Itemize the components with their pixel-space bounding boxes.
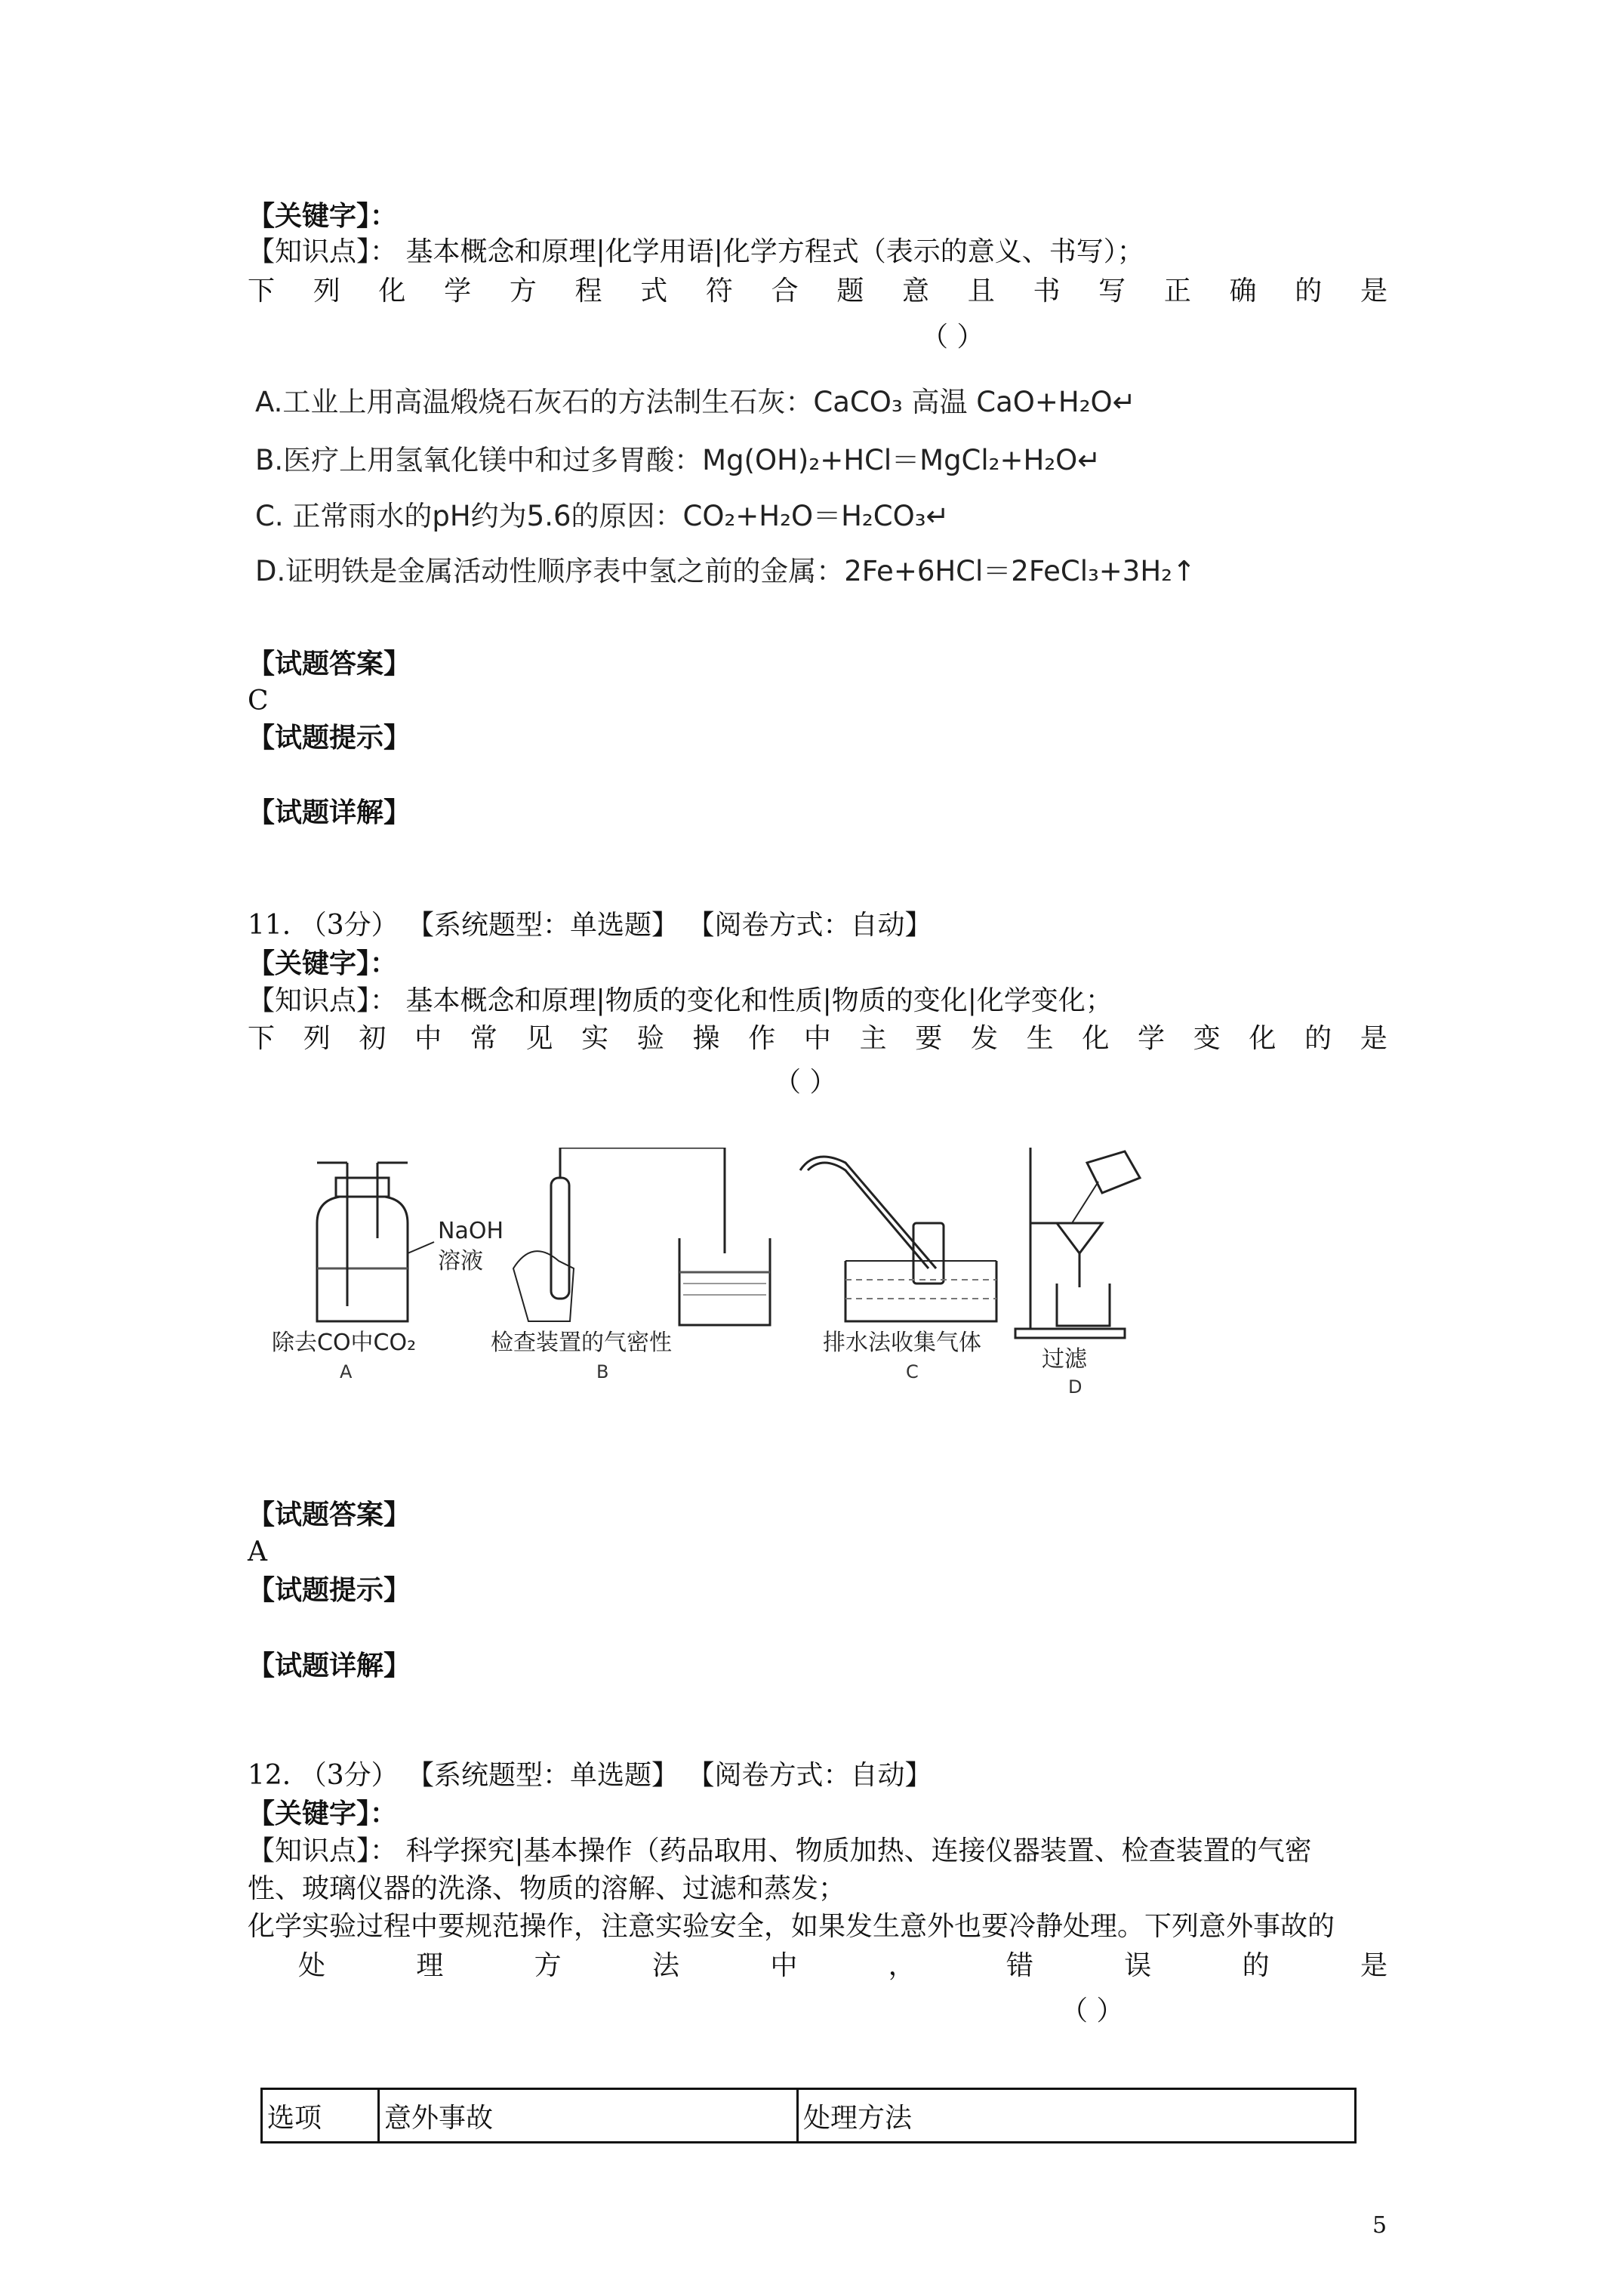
q11-answer-paren: （ ） xyxy=(774,1067,837,1098)
stem-char: 验 xyxy=(636,1023,664,1054)
q10-detail-label: 【试题详解】 xyxy=(248,797,411,828)
q12-keyword: 【关键字】： xyxy=(248,1798,398,1829)
q10-answer: C xyxy=(248,686,269,717)
stem-char: 正 xyxy=(1163,276,1191,307)
q10-answer-label: 【试题答案】 xyxy=(248,648,411,680)
letter-d: D xyxy=(1068,1376,1083,1398)
stem-char: 操 xyxy=(692,1023,720,1054)
q12-stem-line1: 化学实验过程中要规范操作，注意实验安全，如果发生意外也要冷静处理。下列意外事故的 xyxy=(248,1911,1335,1942)
caption-c: 排水法收集气体 xyxy=(823,1330,981,1356)
stem-char: 符 xyxy=(705,276,733,307)
q10-hint-label: 【试题提示】 xyxy=(248,722,411,754)
table-header-option: 选项 xyxy=(262,2089,379,2143)
table-row xyxy=(262,2089,1356,2143)
stem-char: 方 xyxy=(509,276,537,307)
stem-char: 主 xyxy=(859,1023,887,1054)
q10-stem xyxy=(248,273,1387,310)
stem-char: 中 xyxy=(803,1023,831,1054)
q10-option-a: A.工业上用高温煅烧石灰石的方法制生石灰：CaCO₃ 高温 CaO+H₂O↵ xyxy=(255,386,1136,418)
q11-answer-label: 【试题答案】 xyxy=(248,1499,411,1530)
q10-knowledge: 【知识点】： 基本概念和原理|化学用语|化学方程式（表示的意义、书写）； xyxy=(248,236,1144,267)
stem-char: 中 xyxy=(414,1023,442,1054)
q12-options-table xyxy=(260,2088,1357,2143)
table-header-accident: 意外事故 xyxy=(379,2089,798,2143)
stem-char: 错 xyxy=(1006,1950,1033,1981)
stem-char: 题 xyxy=(836,276,864,307)
stem-char: 写 xyxy=(1098,276,1126,307)
q11-apparatus-figure xyxy=(272,1148,1163,1404)
caption-a: 除去CO中CO₂ xyxy=(272,1330,417,1356)
stem-char: 要 xyxy=(915,1023,943,1054)
water-displacement-icon xyxy=(800,1157,996,1321)
stem-char: 化 xyxy=(378,276,406,307)
stem-char: 中 xyxy=(770,1950,798,1981)
naoh-label: NaOH xyxy=(438,1218,504,1244)
stem-char: 作 xyxy=(748,1023,776,1054)
q11-detail-label: 【试题详解】 xyxy=(248,1650,411,1681)
q12-answer-paren: （ ） xyxy=(1061,1996,1124,2026)
q10-keyword: 【关键字】： xyxy=(248,200,398,232)
stem-char: 是 xyxy=(1360,1023,1387,1054)
stem-char: 下 xyxy=(248,1023,276,1054)
stem-char: 式 xyxy=(640,276,668,307)
q10-option-b: B.医疗上用氢氧化镁中和过多胃酸：Mg(OH)₂+HCl＝MgCl₂+H₂O↵ xyxy=(255,444,1101,476)
stem-char: 发 xyxy=(970,1023,998,1054)
stem-char: 实 xyxy=(581,1023,609,1054)
stem-char: 初 xyxy=(359,1023,387,1054)
stem-char: 的 xyxy=(1242,1950,1270,1981)
stem-char: 是 xyxy=(1360,276,1387,307)
q11-keyword: 【关键字】： xyxy=(248,948,398,979)
stem-char: 变 xyxy=(1193,1023,1221,1054)
stem-char: 列 xyxy=(313,276,340,307)
stem-char: 误 xyxy=(1124,1950,1152,1981)
page-number: 5 xyxy=(1372,2212,1387,2239)
letter-b: B xyxy=(596,1361,609,1382)
stem-char: 处 xyxy=(298,1950,326,1981)
stem-char: 且 xyxy=(967,276,995,307)
q12-header: 12. （3分） 【系统题型：单选题】 【阅卷方式：自动】 xyxy=(248,1760,932,1791)
stem-char: 的 xyxy=(1304,1023,1332,1054)
q12-knowledge-line2: 性、玻璃仪器的洗涤、物质的溶解、过滤和蒸发； xyxy=(248,1873,846,1904)
filtration-icon xyxy=(1015,1148,1140,1338)
q10-option-d: D.证明铁是金属活动性顺序表中氢之前的金属：2Fe+6HCl＝2FeCl₃+3H₂↑ xyxy=(255,555,1196,587)
table-header-treatment: 处理方法 xyxy=(798,2089,1356,2143)
stem-char: 生 xyxy=(1026,1023,1054,1054)
stem-char: 下 xyxy=(248,276,276,307)
q12-stem-line2 xyxy=(298,1948,1387,1984)
stem-char: 常 xyxy=(470,1023,497,1054)
solution-label: 溶液 xyxy=(438,1248,483,1274)
q10-answer-paren: （ ） xyxy=(921,322,984,353)
q11-stem xyxy=(248,1021,1387,1057)
stem-char: 是 xyxy=(1360,1950,1387,1981)
stem-char: 程 xyxy=(574,276,602,307)
stem-char: 理 xyxy=(416,1950,444,1981)
stem-char: 学 xyxy=(444,276,472,307)
stem-char: 列 xyxy=(303,1023,331,1054)
gas-washing-bottle-icon xyxy=(317,1163,434,1321)
q10-option-c: C. 正常雨水的pH约为5.6的原因：CO₂+H₂O＝H₂CO₃↵ xyxy=(255,500,950,532)
stem-char: 合 xyxy=(771,276,799,307)
letter-a: A xyxy=(340,1361,353,1382)
stem-char: 方 xyxy=(534,1950,562,1981)
stem-char: 化 xyxy=(1082,1023,1110,1054)
stem-char: 书 xyxy=(1033,276,1061,307)
letter-c: C xyxy=(906,1361,919,1382)
q11-answer: A xyxy=(248,1536,267,1567)
q11-hint-label: 【试题提示】 xyxy=(248,1574,411,1606)
stem-char: ， xyxy=(888,1950,916,1981)
stem-char: 见 xyxy=(525,1023,553,1054)
caption-d: 过滤 xyxy=(1042,1346,1087,1373)
stem-char: 法 xyxy=(651,1950,679,1981)
stem-char: 的 xyxy=(1295,276,1323,307)
q11-knowledge: 【知识点】： 基本概念和原理|物质的变化和性质|物质的变化|化学变化； xyxy=(248,985,1113,1016)
stem-char: 化 xyxy=(1249,1023,1277,1054)
airtightness-check-icon xyxy=(513,1148,770,1325)
q11-header: 11. （3分） 【系统题型：单选题】 【阅卷方式：自动】 xyxy=(248,910,932,941)
stem-char: 确 xyxy=(1229,276,1257,307)
caption-b: 检查装置的气密性 xyxy=(491,1330,672,1356)
stem-char: 意 xyxy=(902,276,930,307)
q12-knowledge-line1: 【知识点】： 科学探究|基本操作（药品取用、物质加热、连接仪器装置、检查装置的气密 xyxy=(248,1835,1312,1866)
stem-char: 学 xyxy=(1138,1023,1166,1054)
